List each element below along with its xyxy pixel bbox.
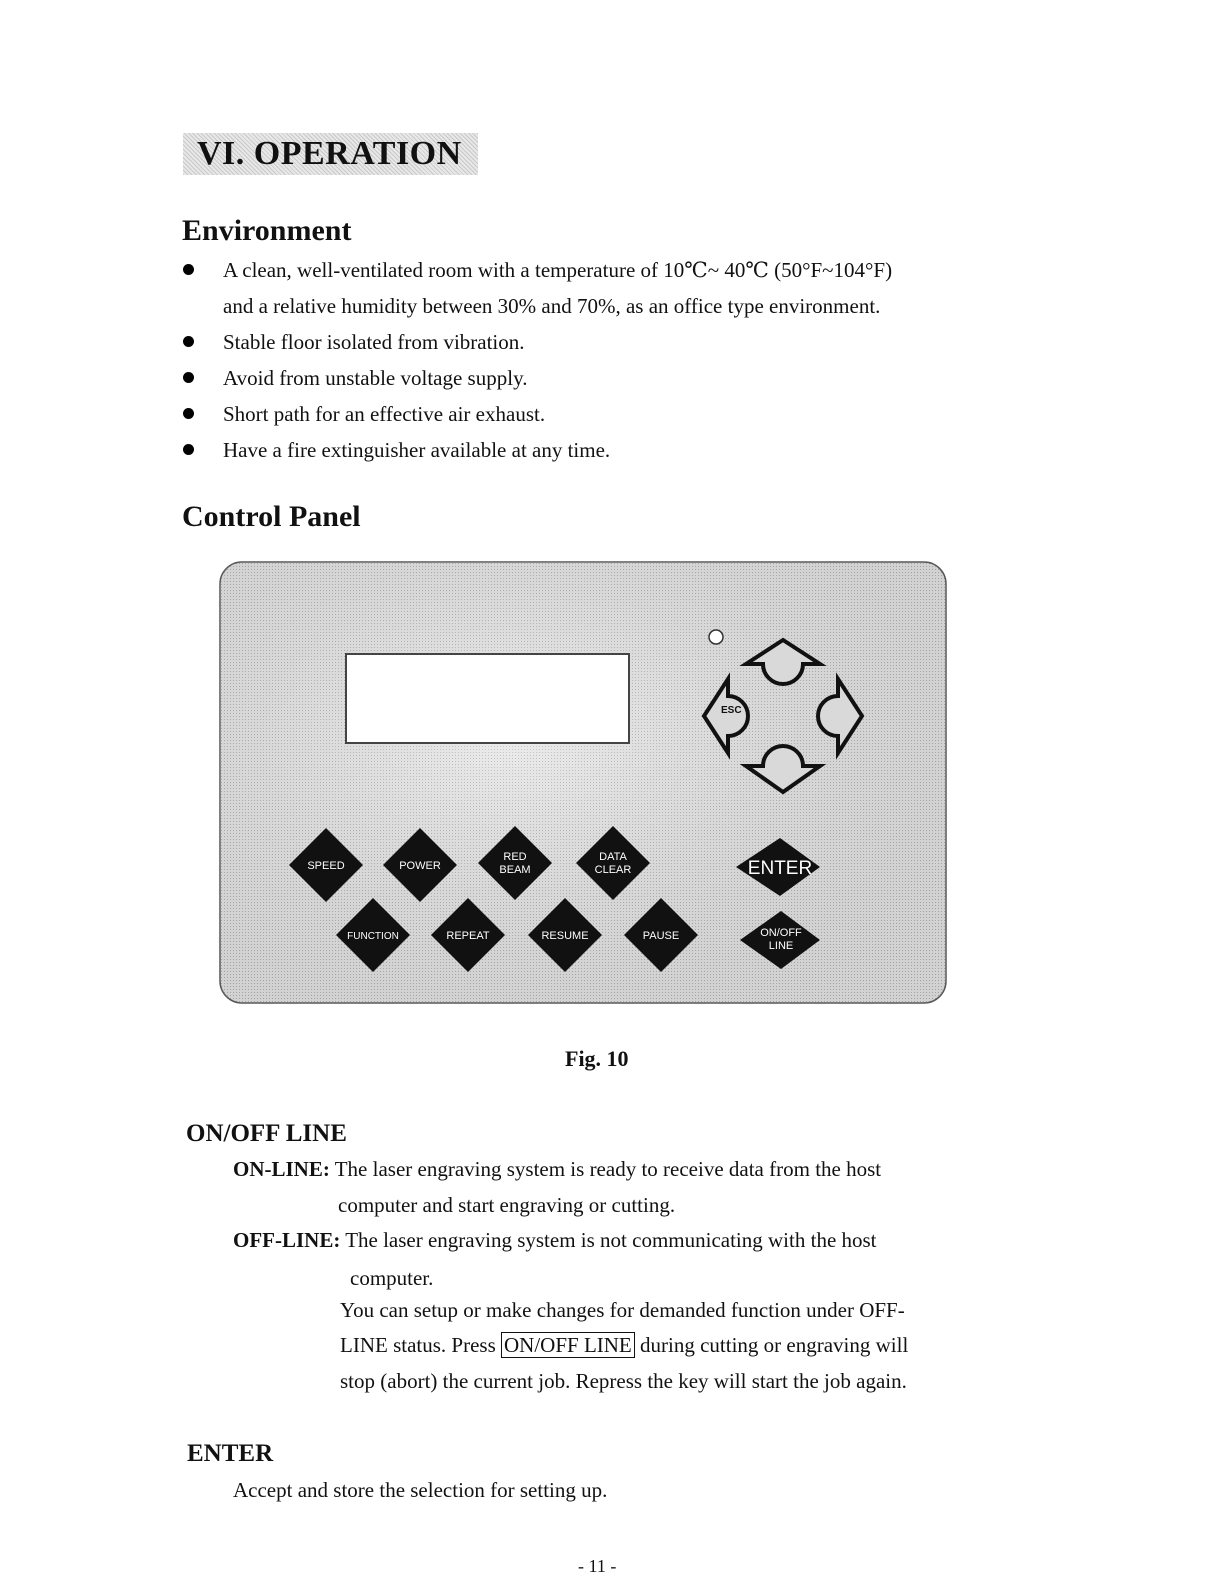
offline-text-1: The laser engraving system is not communicating with the host xyxy=(340,1228,877,1252)
bullet-icon xyxy=(183,444,194,455)
list-item-text: Have a fire extinguisher available at any time. xyxy=(223,438,611,462)
enter-text: Accept and store the selection for setting up. xyxy=(233,1478,608,1502)
power-key-label: POWER xyxy=(399,860,441,872)
section-title: VI. OPERATION xyxy=(183,133,478,175)
enter-key-label: ENTER xyxy=(747,858,813,879)
onoff-key-label-2: LINE xyxy=(768,940,794,952)
bullet-icon xyxy=(183,336,194,347)
indicator-led xyxy=(709,630,723,644)
list-item xyxy=(183,396,1043,432)
offline-text-3: You can setup or make changes for demanded function under OFF- xyxy=(340,1298,905,1322)
red-beam-key-label-2: BEAM xyxy=(499,864,531,876)
online-term: ON-LINE: xyxy=(233,1157,330,1181)
environment-list xyxy=(183,252,1043,468)
offline-text-4-pre: LINE status. Press xyxy=(340,1333,501,1357)
offline-text-4-post: during cutting or engraving will xyxy=(634,1333,909,1357)
page-number: - 11 - xyxy=(578,1556,617,1576)
list-item xyxy=(183,324,1043,360)
onoff-line-key-ref: ON/OFF LINE xyxy=(501,1332,635,1358)
list-item-text-cont: and a relative humidity between 30% and 70%, as an office type environment. xyxy=(223,294,881,318)
list-item-text: Short path for an effective air exhaust. xyxy=(223,402,546,426)
online-text-2: computer and start engraving or cutting. xyxy=(338,1193,676,1217)
offline-term: OFF-LINE: xyxy=(233,1228,341,1252)
offline-text-5: stop (abort) the current job. Repress the key will start the job again. xyxy=(340,1369,907,1393)
pause-key-label: PAUSE xyxy=(642,930,680,942)
offline-line-4 xyxy=(340,1327,908,1363)
offline-line-1 xyxy=(233,1222,877,1258)
onoff-heading: ON/OFF LINE xyxy=(186,1120,347,1147)
bullet-icon xyxy=(183,372,194,383)
offline-text-2: computer. xyxy=(350,1266,434,1290)
control-panel-heading: Control Panel xyxy=(182,500,361,533)
online-line-1 xyxy=(233,1151,881,1187)
list-item-text: Avoid from unstable voltage supply. xyxy=(223,366,528,390)
speed-key-label: SPEED xyxy=(307,860,345,872)
list-item xyxy=(183,360,1043,396)
figure-caption: Fig. 10 xyxy=(565,1046,629,1071)
resume-key-label: RESUME xyxy=(541,930,589,942)
online-text-1: The laser engraving system is ready to receive data from the host xyxy=(329,1157,882,1181)
lcd-display xyxy=(346,654,629,743)
data-clear-key-label-2: CLEAR xyxy=(594,864,632,876)
data-clear-key-label-1: DATA xyxy=(599,851,627,863)
repeat-key-label: REPEAT xyxy=(446,930,490,942)
esc-key-label: ESC xyxy=(721,705,742,716)
list-item xyxy=(183,432,1043,468)
red-beam-key-label-1: RED xyxy=(503,851,527,863)
onoff-key-label-1: ON/OFF xyxy=(760,927,802,939)
control-panel-figure xyxy=(218,560,948,1005)
list-item xyxy=(183,252,1043,324)
bullet-icon xyxy=(183,264,194,275)
function-key-label: FUNCTION xyxy=(347,931,399,942)
bullet-icon xyxy=(183,408,194,419)
list-item-text: A clean, well-ventilated room with a temperature of 10℃~ 40℃ (50°F~104°F) xyxy=(223,258,893,282)
environment-heading: Environment xyxy=(182,214,352,247)
list-item-text: Stable floor isolated from vibration. xyxy=(223,330,525,354)
enter-heading: ENTER xyxy=(187,1440,274,1467)
